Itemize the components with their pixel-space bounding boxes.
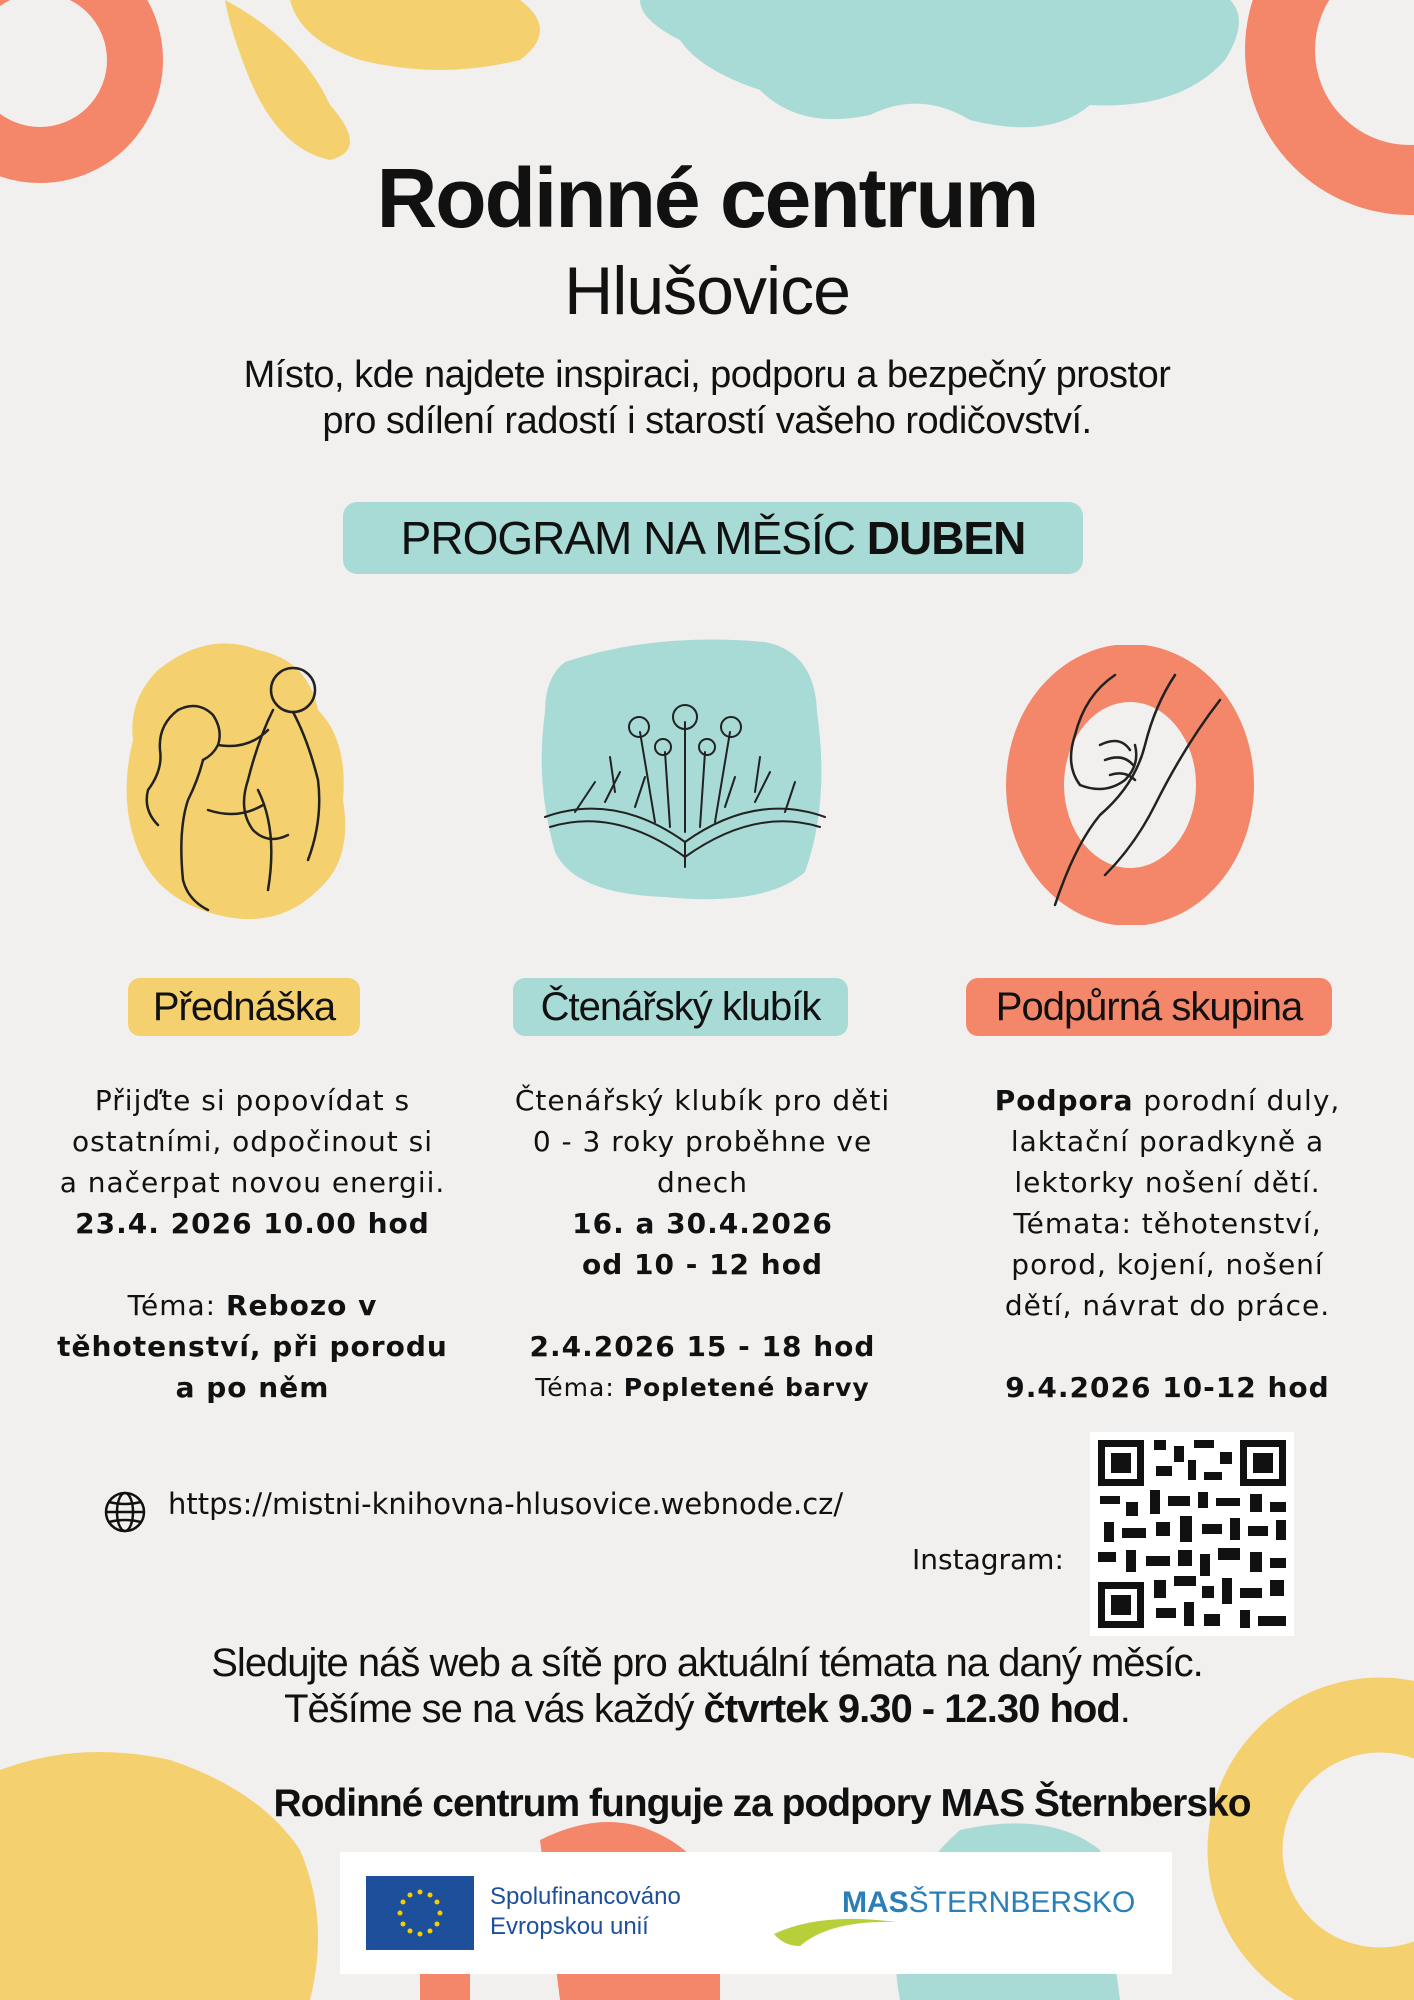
- klubik-date-1: 16. a 30.4.2026: [572, 1207, 833, 1240]
- prednaska-line-2: ostatními, odpočinout si: [71, 1125, 434, 1158]
- instagram-label: Instagram:: [912, 1543, 1064, 1576]
- klubik-topic: Popletené barvy: [623, 1373, 870, 1402]
- mas-text: [842, 1886, 1135, 1920]
- program-prefix: PROGRAM NA MĚSÍC: [400, 512, 867, 564]
- klubik-date-2: od 10 - 12 hod: [581, 1248, 824, 1281]
- klubik-topic-prefix: Téma:: [535, 1373, 624, 1402]
- book-flowers-icon: [535, 632, 835, 907]
- instagram-qr-code[interactable]: [1090, 1432, 1294, 1636]
- klubik-date-3: 2.4.2026 15 - 18 hod: [529, 1330, 876, 1363]
- skupina-line-2: laktační poradkyně a: [1010, 1125, 1325, 1158]
- prednaska-topic-2: těhotenství, při porodu: [57, 1330, 448, 1363]
- skupina-line-5: porod, kojení, nošení: [1011, 1248, 1324, 1281]
- prednaska-date: 23.4. 2026 10.00 hod: [75, 1207, 430, 1240]
- column-skupina-text: [935, 1080, 1400, 1408]
- program-month: DUBEN: [866, 512, 1026, 564]
- eu-text: [490, 1882, 681, 1942]
- label-ctenarsky-klubik: Čtenářský klubík: [513, 978, 848, 1036]
- skupina-date: 9.4.2026 10-12 hod: [1005, 1371, 1330, 1404]
- mas-text-2: ŠTERNBERSKO: [908, 1886, 1136, 1919]
- eu-text-line-2: Evropskou unií: [490, 1913, 649, 1940]
- mother-baby-icon: [118, 630, 358, 930]
- label-podpurna-skupina: Podpůrná skupina: [966, 978, 1332, 1036]
- klubik-line-3: dnech: [657, 1166, 748, 1199]
- globe-icon: [103, 1490, 147, 1534]
- support-text: Rodinné centrum funguje za podpory MAS Šternbersko: [273, 1782, 1251, 1825]
- program-banner: [343, 502, 1083, 574]
- follow-line-2-suffix: .: [1119, 1687, 1130, 1731]
- prednaska-topic-1: Rebozo v: [225, 1289, 378, 1322]
- skupina-line-6: dětí, návrat do práce.: [1004, 1289, 1331, 1322]
- prednaska-topic-prefix: Téma:: [127, 1289, 226, 1322]
- skupina-line-1: porodní duly,: [1133, 1084, 1341, 1117]
- page-title: Rodinné centrum: [376, 151, 1038, 245]
- tagline-line-1: Místo, kde najdete inspiraci, podporu a bezpečný prostor: [243, 354, 1171, 396]
- mas-text-1: MAS: [842, 1886, 909, 1919]
- page-subtitle: Hlušovice: [564, 253, 850, 329]
- prednaska-line-1: Přijďte si popovídat s: [94, 1084, 411, 1117]
- eu-flag-icon: [366, 1876, 474, 1950]
- skupina-line-3: lektorky nošení dětí.: [1014, 1166, 1321, 1199]
- follow-line-1: Sledujte náš web a sítě pro aktuální témata na daný měsíc.: [211, 1641, 1203, 1685]
- website-link[interactable]: https://mistni-knihovna-hlusovice.webnode.cz/: [168, 1487, 844, 1521]
- label-prednaska: Přednáška: [128, 978, 360, 1036]
- klubik-line-2: 0 - 3 roky proběhne ve: [532, 1125, 873, 1158]
- skupina-line-4: Témata: těhotenství,: [1013, 1207, 1322, 1240]
- follow-line-2-prefix: Těšíme se na vás každý: [284, 1687, 704, 1731]
- follow-text: [0, 1640, 1414, 1732]
- tagline: [0, 352, 1414, 444]
- follow-line-2-bold: čtvrtek 9.30 - 12.30 hod: [703, 1687, 1120, 1731]
- column-prednaska-text: [20, 1080, 485, 1408]
- sponsor-logos: [340, 1852, 1172, 1974]
- klubik-line-1: Čtenářský klubík pro děti: [514, 1084, 891, 1117]
- column-klubik-text: [470, 1080, 935, 1410]
- tagline-line-2: pro sdílení radostí i starostí vašeho rodičovství.: [322, 400, 1092, 442]
- prednaska-topic-3: a po něm: [175, 1371, 330, 1404]
- holding-hands-icon: [1005, 645, 1255, 925]
- eu-text-line-1: Spolufinancováno: [490, 1883, 681, 1910]
- skupina-line-1-bold: Podpora: [994, 1084, 1134, 1117]
- prednaska-line-3: a načerpat novou energii.: [59, 1166, 446, 1199]
